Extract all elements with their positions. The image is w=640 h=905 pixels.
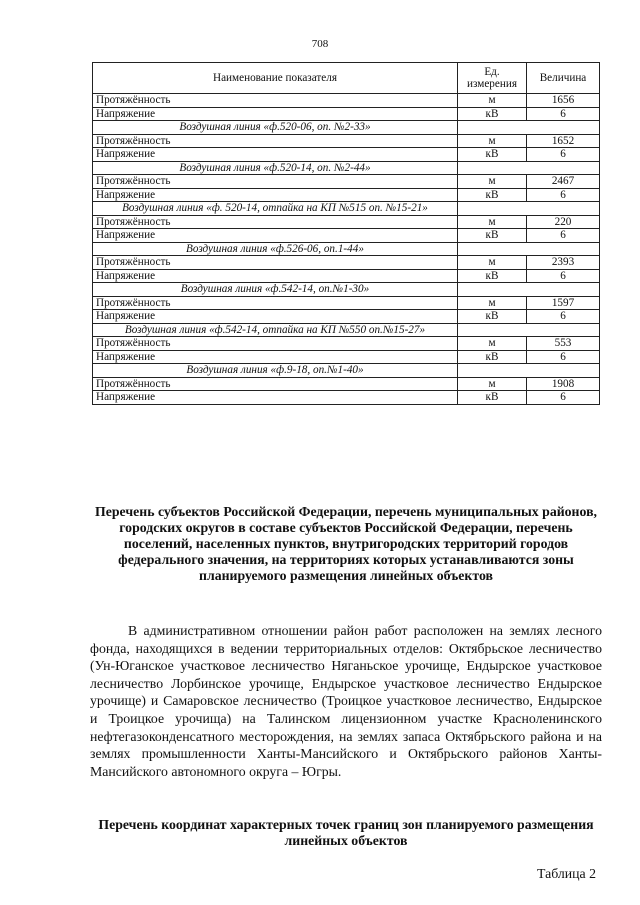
page-number: 708 <box>311 38 329 50</box>
cell-unit: м <box>458 134 527 148</box>
section-empty-cell <box>458 283 600 297</box>
header-name: Наименование показателя <box>93 63 458 94</box>
table-section-row <box>93 283 600 297</box>
cell-value: 6 <box>527 391 600 405</box>
cell-unit: м <box>458 377 527 391</box>
cell-unit: кВ <box>458 107 527 121</box>
cell-name: Протяжённость <box>93 377 458 391</box>
cell-name: Напряжение <box>93 310 458 324</box>
cell-unit: м <box>458 215 527 229</box>
cell-value: 6 <box>527 350 600 364</box>
table-header-row <box>93 63 600 94</box>
cell-unit: кВ <box>458 188 527 202</box>
section-title: Воздушная линия «ф.9-18, оп.№1-40» <box>93 364 458 378</box>
cell-name: Протяжённость <box>93 337 458 351</box>
cell-unit: кВ <box>458 391 527 405</box>
cell-name: Напряжение <box>93 229 458 243</box>
cell-value: 6 <box>527 229 600 243</box>
cell-value: 2467 <box>527 175 600 189</box>
section-empty-cell <box>458 202 600 216</box>
table-section-row <box>93 242 600 256</box>
cell-value: 1656 <box>527 94 600 108</box>
cell-name: Протяжённость <box>93 134 458 148</box>
cell-name: Напряжение <box>93 107 458 121</box>
cell-value: 6 <box>527 269 600 283</box>
section-empty-cell <box>458 323 600 337</box>
cell-unit: кВ <box>458 350 527 364</box>
section-empty-cell <box>458 242 600 256</box>
header-value: Величина <box>527 63 600 94</box>
section-title: Воздушная линия «ф.542-14, оп.№1-30» <box>93 283 458 297</box>
cell-name: Напряжение <box>93 269 458 283</box>
cell-unit: кВ <box>458 269 527 283</box>
table-row <box>93 391 600 405</box>
table-section-row <box>93 323 600 337</box>
section-heading-coordinates: Перечень координат характерных точек границ зон планируемого размещения линейных объектов <box>98 817 594 848</box>
cell-name: Протяжённость <box>93 296 458 310</box>
cell-value: 1652 <box>527 134 600 148</box>
section-heading-subjects: Перечень субъектов Российской Федерации, перечень муниципальных районов, городских округов в составе субъектов Российской Федерации, перечень поселений, населенных пунктов, внутригородских территорий городов федерального значения, на территориях которых устанавливаются зоны планируемого размещения линейных объектов <box>95 504 597 583</box>
cell-name: Напряжение <box>93 148 458 162</box>
table-row <box>93 296 600 310</box>
table-row <box>93 310 600 324</box>
cell-value: 220 <box>527 215 600 229</box>
table-row <box>93 269 600 283</box>
header-unit: Ед. измерения <box>458 63 527 94</box>
table-section-row <box>93 161 600 175</box>
cell-value: 2393 <box>527 256 600 270</box>
cell-name: Напряжение <box>93 350 458 364</box>
cell-unit: кВ <box>458 229 527 243</box>
table-caption: Таблица 2 <box>536 866 596 881</box>
table-section-row <box>93 364 600 378</box>
cell-value: 553 <box>527 337 600 351</box>
cell-name: Протяжённость <box>93 256 458 270</box>
administrative-location-paragraph: В административном отношении район работ расположен на землях лесного фонда, находящихся в ведении территориальных отделов: Октябрьское лесничество (Ун-Юганское участковое лесничество Няганьское урочище, Ендырское участковое лесничество Лорбинское урочище, Ендырское участковое лесничество Ендырское урочище) и Самаровское лесничество (Троицкое участковое лесничество, Ендырское и Троицкое урочища) на Талинском лицензионном участке Красноленинского нефтегазоконденсатного месторождения, на землях запаса Октябрьского района и на землях промышленности Ханты-Мансийского и Октябрьского районов Ханты-Мансийского автономного округа – Югры. <box>90 623 602 779</box>
table-row <box>93 215 600 229</box>
cell-name: Напряжение <box>93 391 458 405</box>
cell-name: Протяжённость <box>93 215 458 229</box>
cell-name: Протяжённость <box>93 175 458 189</box>
indicator-table <box>92 62 600 405</box>
section-title: Воздушная линия «ф.520-06, оп. №2-33» <box>93 121 458 135</box>
table-row <box>93 256 600 270</box>
cell-unit: м <box>458 337 527 351</box>
section-empty-cell <box>458 161 600 175</box>
table-row <box>93 337 600 351</box>
table-row <box>93 94 600 108</box>
cell-unit: м <box>458 94 527 108</box>
table-body <box>93 94 600 405</box>
table-row <box>93 107 600 121</box>
table-row <box>93 188 600 202</box>
cell-unit: м <box>458 175 527 189</box>
table-row <box>93 229 600 243</box>
cell-name: Напряжение <box>93 188 458 202</box>
section-title: Воздушная линия «ф.526-06, оп.1-44» <box>93 242 458 256</box>
table-row <box>93 148 600 162</box>
cell-unit: м <box>458 256 527 270</box>
section-title: Воздушная линия «ф.520-14, оп. №2-44» <box>93 161 458 175</box>
table-row <box>93 350 600 364</box>
cell-value: 6 <box>527 107 600 121</box>
cell-value: 6 <box>527 310 600 324</box>
table-row <box>93 175 600 189</box>
table-row <box>93 377 600 391</box>
section-empty-cell <box>458 364 600 378</box>
cell-name: Протяжённость <box>93 94 458 108</box>
section-empty-cell <box>458 121 600 135</box>
cell-unit: кВ <box>458 310 527 324</box>
cell-unit: кВ <box>458 148 527 162</box>
section-title: Воздушная линия «ф. 520-14, отпайка на КП №515 оп. №15-21» <box>93 202 458 216</box>
section-title: Воздушная линия «ф.542-14, отпайка на КП №550 оп.№15-27» <box>93 323 458 337</box>
table-section-row <box>93 202 600 216</box>
cell-value: 6 <box>527 188 600 202</box>
cell-value: 1908 <box>527 377 600 391</box>
table-section-row <box>93 121 600 135</box>
cell-value: 6 <box>527 148 600 162</box>
table-row <box>93 134 600 148</box>
cell-value: 1597 <box>527 296 600 310</box>
cell-unit: м <box>458 296 527 310</box>
